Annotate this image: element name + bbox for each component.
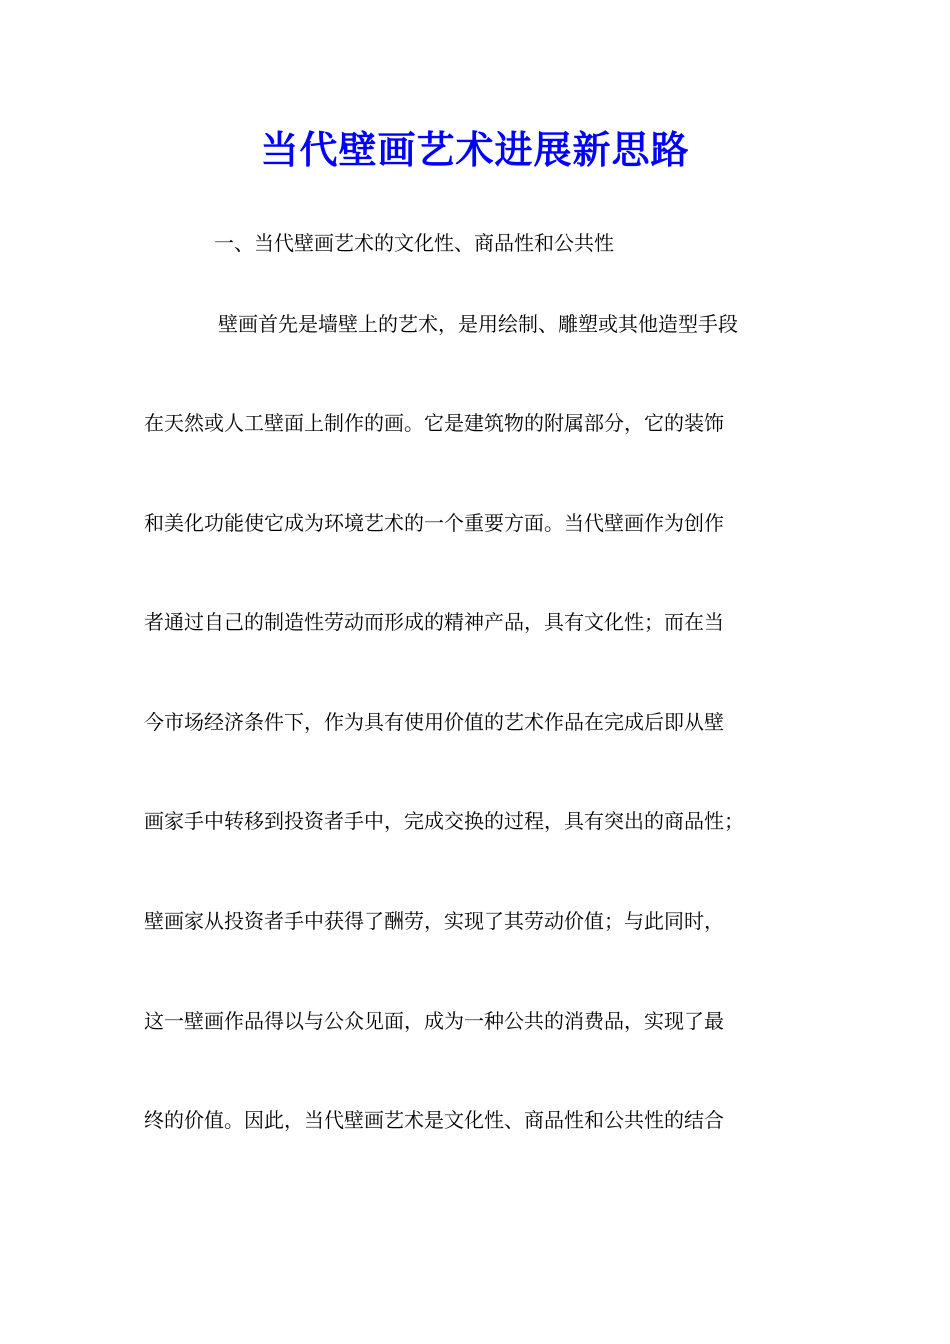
paragraph-line: 在天然或人工壁面上制作的画。它是建筑物的附属部分，它的装饰 [144,411,724,435]
paragraph-line: 者通过自己的制造性劳动而形成的精神产品，具有文化性；而在当 [144,610,724,634]
paragraph-line: 这一壁画作品得以与公众见面，成为一种公共的消费品，实现了最 [144,1009,724,1033]
paragraph-line: 壁画首先是墙壁上的艺术，是用绘制、雕塑或其他造型手段 [218,312,738,336]
paragraph-line: 今市场经济条件下，作为具有使用价值的艺术作品在完成后即从壁 [144,710,724,734]
section-heading: 一、当代壁画艺术的文化性、商品性和公共性 [214,231,614,255]
paragraph-line: 画家手中转移到投资者手中，完成交换的过程，具有突出的商品性； [144,809,744,833]
paragraph-line: 和美化功能使它成为环境艺术的一个重要方面。当代壁画作为创作 [144,511,724,535]
document-title: 当代壁画艺术进展新思路 [260,128,690,172]
paragraph-line: 终的价值。因此，当代壁画艺术是文化性、商品性和公共性的结合 [144,1108,724,1132]
paragraph-line: 壁画家从投资者手中获得了酬劳，实现了其劳动价值；与此同时， [144,909,724,933]
